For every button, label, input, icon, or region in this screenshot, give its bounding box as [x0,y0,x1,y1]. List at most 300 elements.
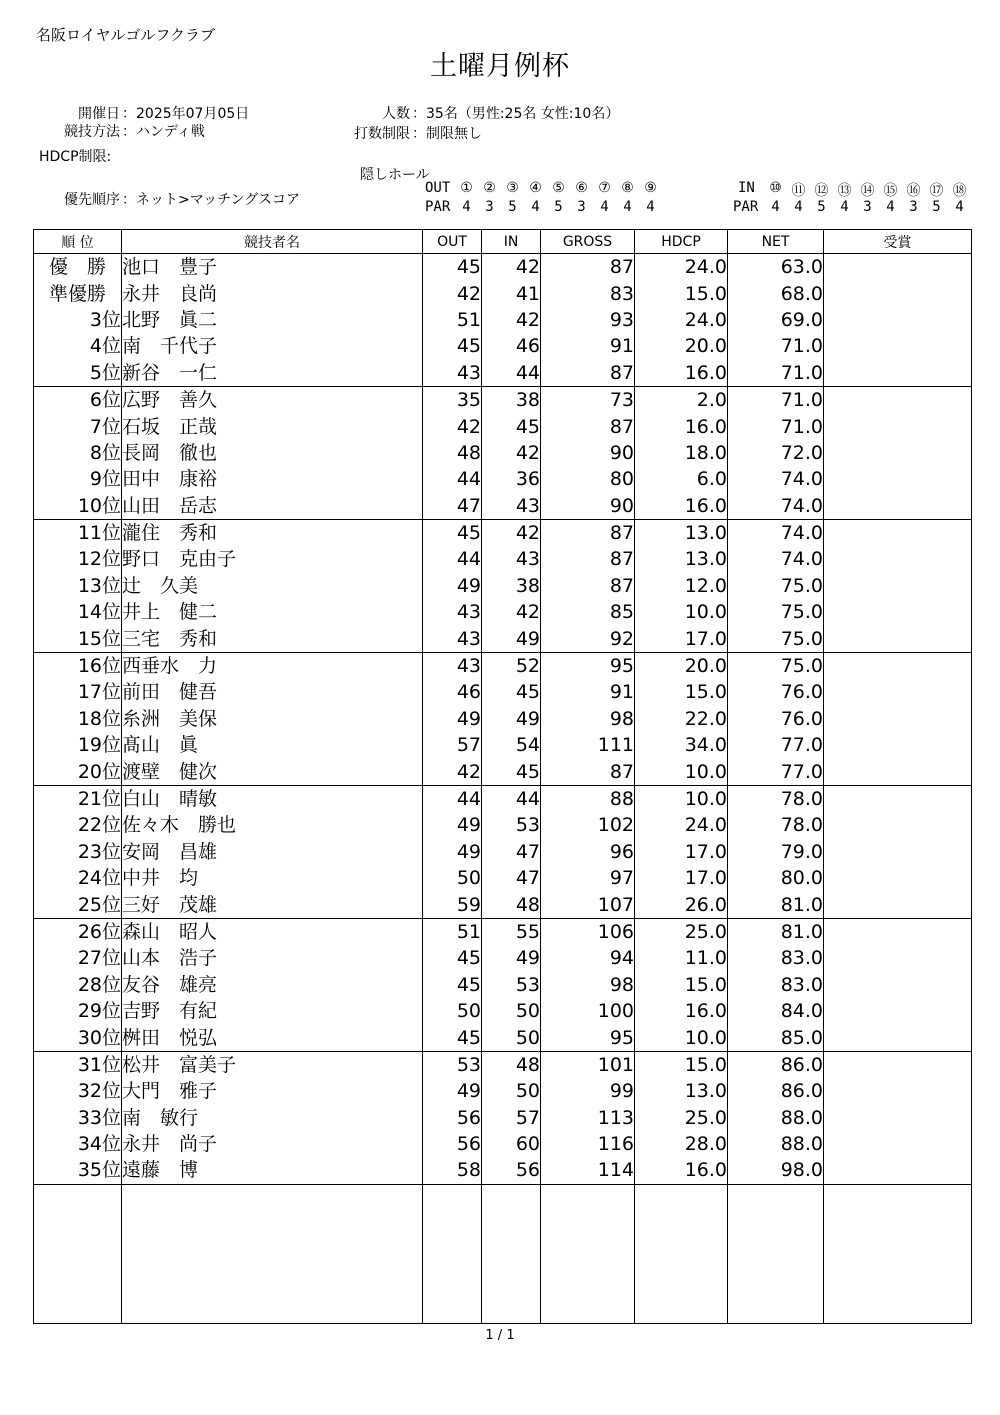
cell-name: 瀧住 秀和 [122,519,423,546]
par-16: 3 [909,199,918,215]
par-14: 3 [863,199,872,215]
cell-out: 45 [423,519,482,546]
par-7: 4 [600,199,609,215]
cell-hdcp: 15.0 [635,280,728,306]
cell-net: 69.0 [728,307,824,333]
cell-rank: 12位 [34,546,122,572]
cell-award [824,679,972,705]
table-row [34,839,972,865]
people-text: 35名（男性:25名 女性:10名） [426,106,620,122]
cell-hdcp: 34.0 [635,732,728,758]
cell-name: 南 千代子 [122,333,423,359]
cell-net: 83.0 [728,972,824,998]
club-name: 名阪ロイヤルゴルフクラブ [36,26,215,44]
par-label: PAR [733,199,759,215]
cell-net: 78.0 [728,785,824,812]
cell-in: 48 [482,891,541,918]
cell-net: 80.0 [728,865,824,891]
cell-hdcp: 10.0 [635,1024,728,1051]
blank-cell [824,1184,972,1323]
cell-award [824,413,972,439]
cell-hdcp: 11.0 [635,945,728,971]
cell-rank: 18位 [34,706,122,732]
cell-name: 新谷 一仁 [122,360,423,387]
par-6: 3 [577,199,586,215]
cell-award [824,466,972,492]
cell-gross: 98 [541,972,635,998]
table-row [34,1051,972,1078]
table-header [34,230,972,254]
out-label: OUT [425,180,451,196]
hole-18: ⑱ [952,183,967,199]
par-4: 4 [531,199,540,215]
cell-name: 野口 克由子 [122,546,423,572]
cell-out: 53 [423,1051,482,1078]
par-3: 5 [508,199,517,215]
blank-cell [728,1184,824,1323]
cell-hdcp: 17.0 [635,625,728,652]
cell-award [824,891,972,918]
cell-in: 42 [482,307,541,333]
cell-out: 43 [423,625,482,652]
cell-in: 49 [482,625,541,652]
cell-award [824,546,972,572]
cell-name: 永井 良尚 [122,280,423,306]
cell-gross: 83 [541,280,635,306]
cell-in: 38 [482,386,541,413]
table-row [34,519,972,546]
date-value [122,103,249,123]
par-13: 4 [840,199,849,215]
hole-12: ⑫ [814,183,829,199]
colon: ： [412,106,426,122]
col-award: 受賞 [824,230,972,254]
cell-in: 38 [482,573,541,599]
hole-14: ⑭ [860,183,875,199]
cell-award [824,307,972,333]
par-10: 4 [771,199,780,215]
cell-rank: 4位 [34,333,122,359]
cell-rank: 19位 [34,732,122,758]
cell-net: 75.0 [728,599,824,625]
cell-hdcp: 13.0 [635,1078,728,1104]
cell-out: 59 [423,891,482,918]
cell-net: 77.0 [728,732,824,758]
cell-hdcp: 15.0 [635,1051,728,1078]
cell-in: 44 [482,360,541,387]
par-label: PAR [425,199,451,215]
cell-name: 吉野 有紀 [122,998,423,1024]
cell-rank: 28位 [34,972,122,998]
colon: ： [122,124,136,140]
cell-rank: 27位 [34,945,122,971]
cell-in: 50 [482,1024,541,1051]
cell-hdcp: 16.0 [635,1157,728,1184]
col-in: IN [482,230,541,254]
cell-net: 88.0 [728,1131,824,1157]
cell-gross: 94 [541,945,635,971]
cell-in: 47 [482,839,541,865]
hole-11: ⑪ [791,183,806,199]
method-label: 競技方法 [64,124,120,140]
cell-rank: 22位 [34,812,122,838]
cell-out: 56 [423,1105,482,1131]
cell-in: 43 [482,546,541,572]
cell-out: 43 [423,599,482,625]
cell-net: 78.0 [728,812,824,838]
cell-net: 85.0 [728,1024,824,1051]
cell-award [824,386,972,413]
cell-gross: 95 [541,652,635,679]
hdcp-limit-label: HDCP制限: [39,149,112,165]
cell-rank: 13位 [34,573,122,599]
cell-hdcp: 2.0 [635,386,728,413]
cell-in: 53 [482,812,541,838]
table-row [34,1157,972,1184]
cell-award [824,1024,972,1051]
cell-gross: 87 [541,546,635,572]
table-row [34,280,972,306]
blank-cell [423,1184,482,1323]
table-row [34,891,972,918]
cell-name: 北野 眞二 [122,307,423,333]
cell-gross: 87 [541,519,635,546]
cell-name: 大門 雅子 [122,1078,423,1104]
cell-rank: 14位 [34,599,122,625]
cell-in: 45 [482,679,541,705]
cell-net: 76.0 [728,679,824,705]
cell-in: 49 [482,706,541,732]
cell-net: 72.0 [728,440,824,466]
cell-award [824,758,972,785]
cell-hdcp: 20.0 [635,333,728,359]
cell-name: 田中 康裕 [122,466,423,492]
cell-rank: 17位 [34,679,122,705]
cell-gross: 100 [541,998,635,1024]
cell-award [824,493,972,520]
cell-gross: 114 [541,1157,635,1184]
cell-hdcp: 20.0 [635,652,728,679]
cell-in: 46 [482,333,541,359]
cell-rank: 10位 [34,493,122,520]
cell-gross: 95 [541,1024,635,1051]
table-row [34,972,972,998]
cell-gross: 87 [541,758,635,785]
table-row [34,679,972,705]
cell-hdcp: 15.0 [635,679,728,705]
cell-name: 佐々木 勝也 [122,812,423,838]
cell-gross: 73 [541,386,635,413]
cell-name: 山本 浩子 [122,945,423,971]
page-title: 土曜月例杯 [430,51,570,82]
col-out: OUT [423,230,482,254]
cell-award [824,812,972,838]
blank-cell [34,1184,122,1323]
cell-net: 68.0 [728,280,824,306]
table-row [34,599,972,625]
cell-rank: 9位 [34,466,122,492]
cell-in: 45 [482,758,541,785]
table-row [34,918,972,945]
col-gross: GROSS [541,230,635,254]
cell-out: 50 [423,865,482,891]
cell-award [824,706,972,732]
cell-net: 83.0 [728,945,824,971]
cell-net: 75.0 [728,652,824,679]
cell-gross: 97 [541,865,635,891]
table-row [34,466,972,492]
cell-gross: 87 [541,360,635,387]
colon: ： [412,126,426,142]
cell-hdcp: 13.0 [635,546,728,572]
table-row [34,413,972,439]
table-row [34,652,972,679]
cell-rank: 31位 [34,1051,122,1078]
table-row [34,333,972,359]
cell-name: 桝田 悦弘 [122,1024,423,1051]
colon: ： [122,192,136,208]
cell-award [824,1157,972,1184]
colon: ： [122,106,136,122]
cell-rank: 26位 [34,918,122,945]
cell-out: 45 [423,1024,482,1051]
cell-net: 63.0 [728,254,824,281]
cell-net: 71.0 [728,333,824,359]
hole-1: ① [460,180,473,196]
par-12: 5 [817,199,826,215]
cell-gross: 107 [541,891,635,918]
cell-out: 42 [423,280,482,306]
table-row [34,758,972,785]
cell-award [824,280,972,306]
table-row [34,732,972,758]
table-row [34,785,972,812]
cell-award [824,625,972,652]
cell-gross: 99 [541,1078,635,1104]
cell-gross: 98 [541,706,635,732]
stroke-limit-label: 打数制限 [354,126,410,142]
par-1: 4 [462,199,471,215]
cell-name: 池口 豊子 [122,254,423,281]
cell-name: 髙山 眞 [122,732,423,758]
cell-name: 井上 健二 [122,599,423,625]
cell-gross: 85 [541,599,635,625]
table-row [34,1131,972,1157]
cell-net: 76.0 [728,706,824,732]
cell-out: 58 [423,1157,482,1184]
cell-rank: 25位 [34,891,122,918]
cell-name: 安岡 昌雄 [122,839,423,865]
table-row [34,254,972,281]
cell-out: 49 [423,812,482,838]
cell-gross: 87 [541,254,635,281]
cell-in: 50 [482,1078,541,1104]
cell-hdcp: 22.0 [635,706,728,732]
cell-rank: 16位 [34,652,122,679]
cell-gross: 87 [541,413,635,439]
cell-award [824,1051,972,1078]
cell-award [824,865,972,891]
hole-15: ⑮ [883,183,898,199]
cell-gross: 92 [541,625,635,652]
par-15: 4 [886,199,895,215]
cell-in: 52 [482,652,541,679]
par-18: 4 [955,199,964,215]
cell-award [824,1105,972,1131]
cell-name: 糸洲 美保 [122,706,423,732]
cell-name: 永井 尚子 [122,1131,423,1157]
in-label: IN [738,180,755,196]
par-2: 3 [485,199,494,215]
cell-out: 44 [423,466,482,492]
cell-hdcp: 25.0 [635,1105,728,1131]
cell-hdcp: 6.0 [635,466,728,492]
cell-net: 86.0 [728,1051,824,1078]
cell-out: 45 [423,945,482,971]
cell-out: 49 [423,573,482,599]
cell-net: 74.0 [728,519,824,546]
cell-net: 84.0 [728,998,824,1024]
cell-award [824,652,972,679]
cell-award [824,333,972,359]
cell-hdcp: 16.0 [635,998,728,1024]
cell-net: 74.0 [728,466,824,492]
hole-7: ⑦ [598,180,611,196]
cell-rank: 準優勝 [34,280,122,306]
cell-out: 46 [423,679,482,705]
hole-13: ⑬ [837,183,852,199]
cell-out: 43 [423,360,482,387]
cell-in: 50 [482,998,541,1024]
cell-hdcp: 17.0 [635,865,728,891]
cell-award [824,972,972,998]
cell-rank: 33位 [34,1105,122,1131]
cell-out: 57 [423,732,482,758]
cell-name: 石坂 正哉 [122,413,423,439]
hole-4: ④ [529,180,542,196]
cell-gross: 80 [541,466,635,492]
hole-16: ⑯ [906,183,921,199]
cell-name: 広野 善久 [122,386,423,413]
cell-out: 49 [423,706,482,732]
col-net: NET [728,230,824,254]
cell-gross: 101 [541,1051,635,1078]
cell-hdcp: 10.0 [635,785,728,812]
people-label: 人数 [382,106,410,122]
cell-rank: 5位 [34,360,122,387]
hole-2: ② [483,180,496,196]
cell-net: 79.0 [728,839,824,865]
cell-hdcp: 16.0 [635,360,728,387]
cell-rank: 23位 [34,839,122,865]
table-row [34,440,972,466]
cell-net: 81.0 [728,891,824,918]
cell-net: 77.0 [728,758,824,785]
priority-value [122,189,300,209]
par-8: 4 [623,199,632,215]
cell-in: 48 [482,1051,541,1078]
cell-gross: 113 [541,1105,635,1131]
cell-gross: 106 [541,918,635,945]
out-holes-row [425,180,662,196]
cell-in: 47 [482,865,541,891]
cell-hdcp: 24.0 [635,254,728,281]
cell-name: 三好 茂雄 [122,891,423,918]
cell-out: 49 [423,1078,482,1104]
cell-award [824,519,972,546]
cell-rank: 34位 [34,1131,122,1157]
table-row [34,945,972,971]
cell-in: 42 [482,254,541,281]
cell-out: 49 [423,839,482,865]
cell-hdcp: 10.0 [635,758,728,785]
cell-rank: 3位 [34,307,122,333]
cell-rank: 7位 [34,413,122,439]
cell-net: 88.0 [728,1105,824,1131]
cell-net: 81.0 [728,918,824,945]
cell-net: 71.0 [728,386,824,413]
cell-name: 西垂水 力 [122,652,423,679]
cell-out: 47 [423,493,482,520]
priority-label: 優先順序 [64,192,120,208]
cell-name: 松井 富美子 [122,1051,423,1078]
cell-in: 41 [482,280,541,306]
cell-name: 三宅 秀和 [122,625,423,652]
par-5: 5 [554,199,563,215]
cell-net: 71.0 [728,413,824,439]
cell-award [824,573,972,599]
cell-award [824,945,972,971]
cell-net: 74.0 [728,493,824,520]
cell-name: 前田 健吾 [122,679,423,705]
blank-cell [122,1184,423,1323]
table-row [34,546,972,572]
cell-hdcp: 15.0 [635,972,728,998]
cell-award [824,839,972,865]
cell-hdcp: 17.0 [635,839,728,865]
cell-rank: 8位 [34,440,122,466]
cell-in: 53 [482,972,541,998]
cell-out: 48 [423,440,482,466]
cell-in: 54 [482,732,541,758]
cell-name: 渡壁 健次 [122,758,423,785]
col-name: 競技者名 [122,230,423,254]
cell-award [824,254,972,281]
hole-3: ③ [506,180,519,196]
cell-hdcp: 26.0 [635,891,728,918]
cell-gross: 87 [541,573,635,599]
cell-gross: 116 [541,1131,635,1157]
table-row [34,493,972,520]
cell-hdcp: 13.0 [635,519,728,546]
cell-name: 友谷 雄亮 [122,972,423,998]
cell-out: 51 [423,918,482,945]
cell-in: 55 [482,918,541,945]
cell-out: 56 [423,1131,482,1157]
out-par-row [425,199,662,215]
table-row [34,307,972,333]
hole-6: ⑥ [575,180,588,196]
cell-hdcp: 24.0 [635,812,728,838]
cell-out: 51 [423,307,482,333]
hole-9: ⑨ [644,180,657,196]
date-text: 2025年07月05日 [136,106,250,122]
cell-rank: 優 勝 [34,254,122,281]
cell-out: 50 [423,998,482,1024]
cell-net: 98.0 [728,1157,824,1184]
cell-net: 75.0 [728,625,824,652]
cell-out: 42 [423,758,482,785]
